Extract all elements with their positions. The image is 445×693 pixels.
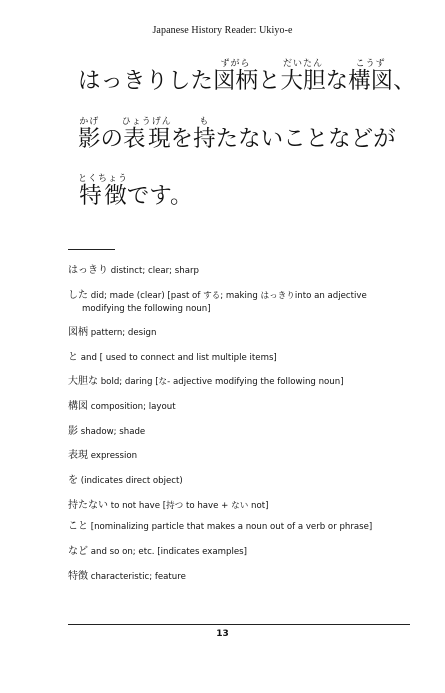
ruby-word: 持も (193, 117, 216, 152)
page-number: 13 (216, 629, 229, 639)
ruby-word: 表現ひょうげん (121, 117, 172, 152)
glossary-list (68, 264, 423, 594)
ruby-word: 特徴とくちょう (78, 174, 129, 209)
glossary-term: こと (68, 521, 88, 533)
footer-divider (68, 624, 410, 625)
furigana: も (193, 117, 216, 127)
glossary-term: 大胆な (68, 376, 98, 388)
glossary-definition: pattern; design (88, 328, 157, 339)
glossary-entry (68, 474, 423, 488)
glossary-definition: characteristic; feature (88, 571, 186, 582)
glossary-term: 図柄 (68, 327, 88, 339)
main-sentence-line-3 (78, 174, 428, 208)
glossary-entry (68, 400, 423, 414)
sentence-text: を (170, 126, 194, 152)
furigana: かげ (78, 117, 101, 127)
glossary-definition: and so on; etc. [indicates examples] (88, 546, 247, 557)
glossary-definition: did; made (clear) [past of する; making はっきりinto an adjective (88, 290, 367, 301)
glossary-definition: to not have [持つ to have + ない not] (108, 501, 269, 512)
furigana: ひょうげん (121, 117, 172, 127)
glossary-entry (68, 326, 423, 340)
ruby-word: 影かげ (78, 117, 101, 152)
sentence-text: の (100, 126, 124, 152)
glossary-entry (68, 375, 423, 389)
furigana: ずがら (213, 59, 259, 69)
running-header: Japanese History Reader: Ukiyo-e (152, 25, 293, 36)
glossary-entry (68, 545, 423, 559)
sentence-text: な (325, 68, 349, 94)
glossary-definition-continued: modifying the following noun] (82, 303, 211, 314)
glossary-entry (68, 289, 423, 316)
ruby-word: 大胆だいたん (280, 59, 326, 94)
glossary-definition: expression (88, 451, 138, 462)
glossary-entry (68, 570, 423, 584)
glossary-entry (68, 498, 423, 514)
main-sentence-line-2 (78, 117, 428, 151)
glossary-term: など (68, 545, 88, 557)
glossary-divider (68, 249, 115, 250)
ruby-word: 構図こうず (348, 59, 394, 94)
glossary-entry (68, 520, 423, 534)
sentence-text: です。 (126, 183, 193, 209)
furigana: こうず (348, 59, 394, 69)
glossary-entry (68, 425, 423, 439)
main-sentence-line-1 (78, 59, 428, 93)
glossary-term: 影 (68, 425, 78, 437)
glossary-entry (68, 449, 423, 463)
glossary-entry (68, 264, 423, 278)
glossary-definition: (indicates direct object) (78, 475, 183, 486)
glossary-definition: composition; layout (88, 401, 176, 412)
glossary-term: を (68, 474, 78, 486)
glossary-definition: distinct; clear; sharp (108, 266, 199, 276)
sentence-text: と (258, 68, 281, 94)
glossary-definition: [nominalizing particle that makes a noun out of a verb or phrase] (88, 522, 373, 533)
glossary-entry (68, 351, 423, 365)
glossary-term: 表現 (68, 450, 88, 462)
glossary-term: 特徴 (68, 570, 88, 582)
furigana: とくちょう (78, 174, 129, 184)
ruby-word: 図柄ずがら (213, 59, 259, 94)
glossary-term: はっきり (68, 265, 108, 276)
glossary-term: と (68, 351, 78, 363)
glossary-definition: bold; daring [な- adjective modifying the following noun] (98, 377, 344, 388)
glossary-definition: shadow; shade (78, 426, 146, 437)
sentence-text: はっきりした (78, 68, 214, 94)
glossary-term: 構図 (68, 400, 88, 412)
glossary-term: した (68, 289, 88, 301)
sentence-text: 、 (393, 68, 416, 94)
glossary-definition: and [ used to connect and list multiple items] (78, 352, 277, 363)
furigana: だいたん (280, 59, 326, 69)
sentence-text: たないことなどが (215, 126, 396, 152)
glossary-term: 持たない (68, 500, 108, 512)
